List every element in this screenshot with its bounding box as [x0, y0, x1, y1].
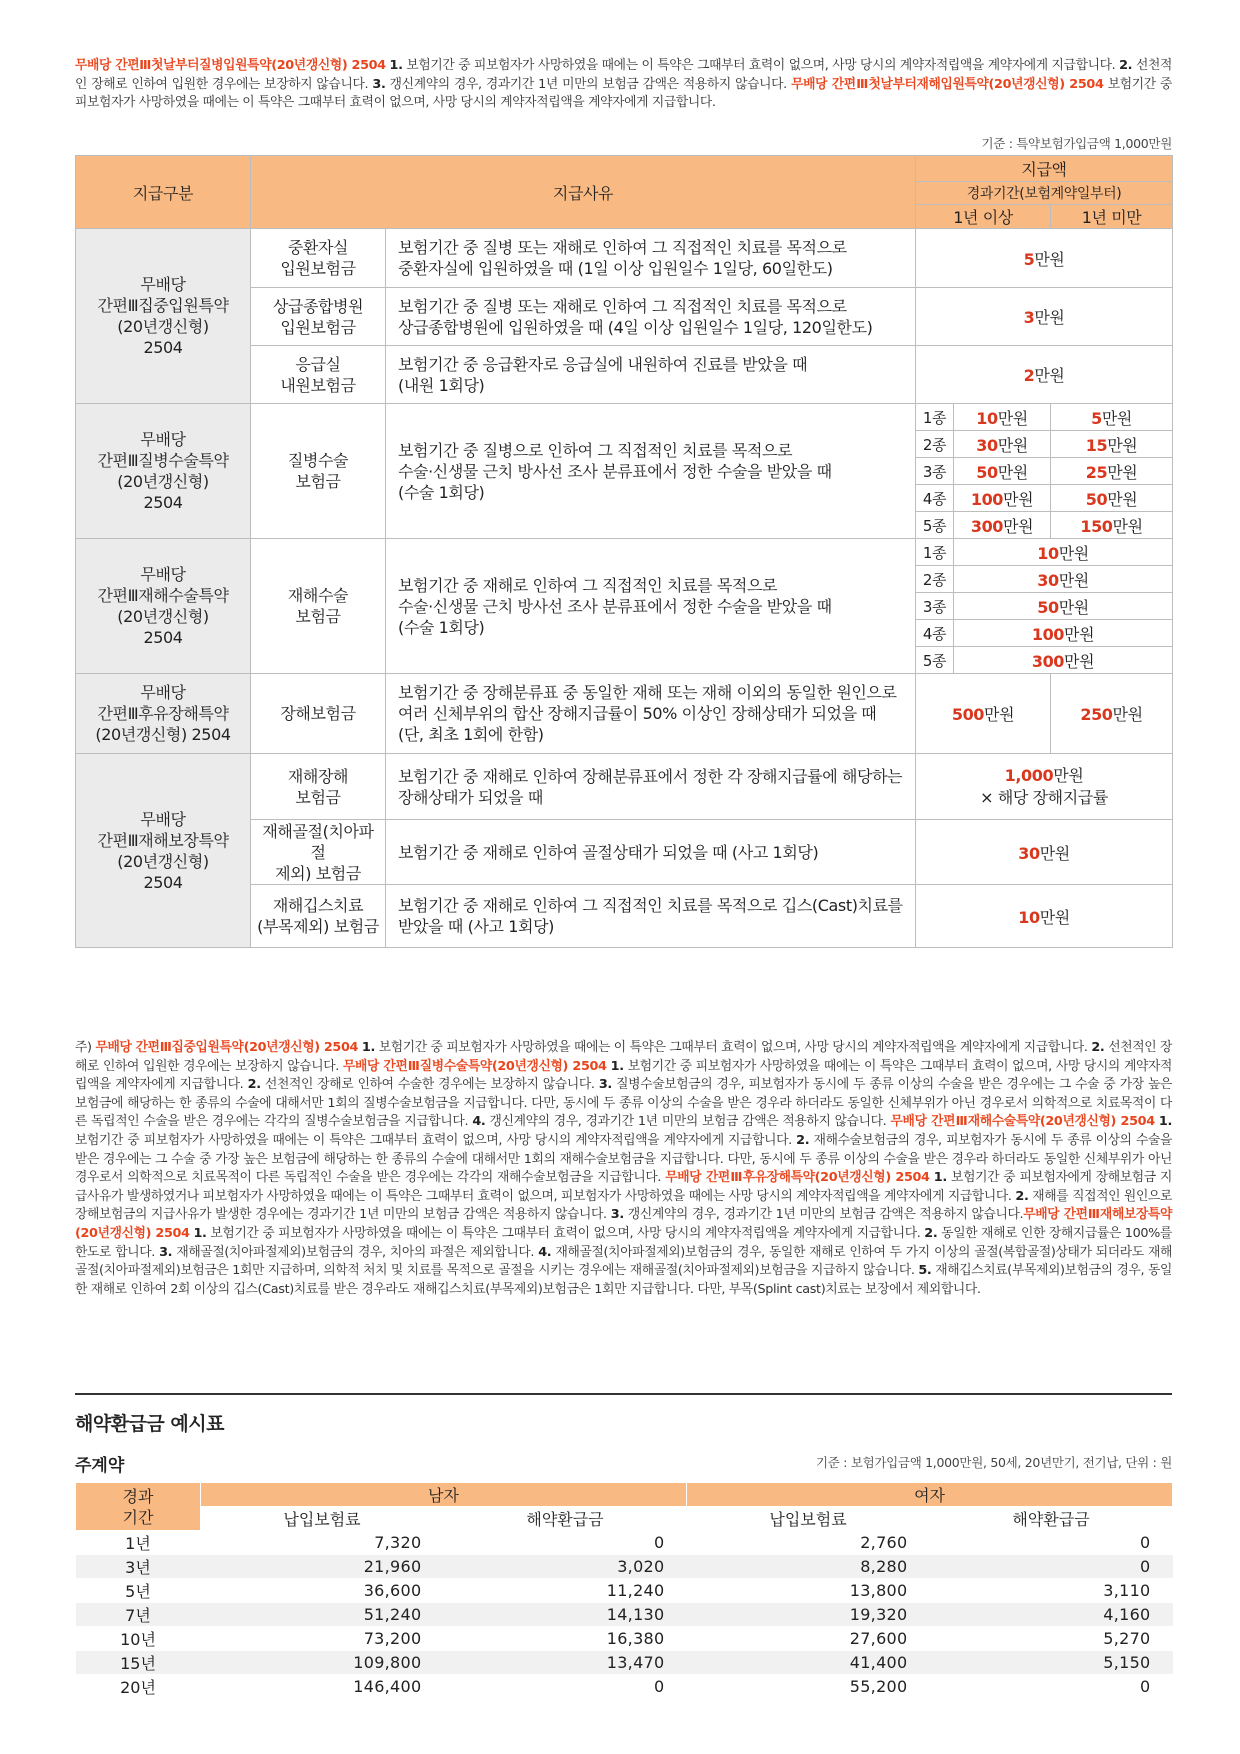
benefit-table — [75, 155, 1173, 948]
amount-under-1yr: 25만원 — [1051, 458, 1173, 485]
cell-female-refund: 3,110 — [930, 1579, 1173, 1603]
cell-female-paid: 27,600 — [687, 1627, 930, 1651]
group-accident-surgery: 무배당 간편Ⅲ재해수술특약 (20년갱신형) 2504 — [76, 539, 251, 674]
cell-male-paid: 7,320 — [201, 1531, 444, 1555]
header-female-paid: 납입보험료 — [687, 1507, 930, 1531]
cell-female-paid: 13,800 — [687, 1579, 930, 1603]
reason-disease-surgery: 보험기간 중 질병으로 인하여 그 직접적인 치료를 목적으로 수술·신생물 근치 방사선 조사 분류표에서 정한 수술을 받았을 때 (수술 1회당) — [386, 404, 916, 539]
main-contract-subtitle: 주계약 — [75, 1456, 125, 1476]
grade-label: 2종 — [916, 566, 954, 593]
amount-tertiary-hospital: 3만원 — [916, 288, 1173, 346]
amount-accident-disability: 1,000만원 × 해당 장해지급률 — [916, 754, 1173, 820]
sub-accident-surgery-benefit: 재해수술 보험금 — [251, 539, 386, 674]
cell-male-paid: 73,200 — [201, 1627, 444, 1651]
amount-grade: 300만원 — [954, 647, 1173, 674]
amount-over-1yr: 10만원 — [954, 404, 1051, 431]
sub-disability-benefit: 장해보험금 — [251, 674, 386, 754]
table-row — [76, 1603, 1173, 1627]
cell-male-refund: 0 — [444, 1531, 687, 1555]
reason-accident-disability: 보험기간 중 재해로 인하여 장해분류표에서 정한 각 장해지급률에 해당하는 장해상태가 되었을 때 — [386, 754, 916, 820]
grade-label: 4종 — [916, 620, 954, 647]
grade-label: 5종 — [916, 512, 954, 539]
header-period: 경과 기간 — [76, 1483, 201, 1531]
cell-male-refund: 11,240 — [444, 1579, 687, 1603]
benefit-standard-text: 기준 : 특약보험가입금액 1,000만원 — [981, 136, 1172, 151]
header-male-paid: 납입보험료 — [201, 1507, 444, 1531]
table-row — [76, 1675, 1173, 1699]
cell-male-refund: 13,470 — [444, 1651, 687, 1675]
group-intensive-hospitalization: 무배당 간편Ⅲ집중입원특약 (20년갱신형) 2504 — [76, 229, 251, 404]
section-divider — [75, 1393, 1172, 1395]
sub-disease-surgery-benefit: 질병수술 보험금 — [251, 404, 386, 539]
grade-label: 3종 — [916, 593, 954, 620]
header-over-1yr: 1년 이상 — [916, 205, 1051, 229]
cell-female-paid: 55,200 — [687, 1675, 930, 1699]
cell-period: 10년 — [76, 1627, 201, 1651]
amount-grade: 10만원 — [954, 539, 1173, 566]
cell-male-paid: 146,400 — [201, 1675, 444, 1699]
cell-male-refund: 16,380 — [444, 1627, 687, 1651]
amount-emergency: 2만원 — [916, 346, 1173, 404]
cell-female-paid: 41,400 — [687, 1651, 930, 1675]
header-female-refund: 해약환급금 — [930, 1507, 1173, 1531]
group-accident-coverage: 무배당 간편Ⅲ재해보장특약 (20년갱신형) 2504 — [76, 754, 251, 948]
header-period: 경과기간(보험계약일부터) — [916, 182, 1173, 205]
amount-under-1yr: 250만원 — [1051, 674, 1173, 754]
cell-male-paid: 51,240 — [201, 1603, 444, 1627]
grade-label: 1종 — [916, 404, 954, 431]
cell-female-refund: 0 — [930, 1555, 1173, 1579]
cell-male-refund: 0 — [444, 1675, 687, 1699]
grade-label: 3종 — [916, 458, 954, 485]
header-under-1yr: 1년 미만 — [1051, 205, 1173, 229]
amount-fracture: 30만원 — [916, 820, 1173, 885]
cell-period: 5년 — [76, 1579, 201, 1603]
table-row — [76, 1627, 1173, 1651]
table-row — [76, 1531, 1173, 1555]
table-row — [76, 1555, 1173, 1579]
cell-male-paid: 36,600 — [201, 1579, 444, 1603]
reason-accident-surgery: 보험기간 중 재해로 인하여 그 직접적인 치료를 목적으로 수술·신생물 근치 방사선 조사 분류표에서 정한 수술을 받았을 때 (수술 1회당) — [386, 539, 916, 674]
cell-female-refund: 5,150 — [930, 1651, 1173, 1675]
amount-over-1yr: 300만원 — [954, 512, 1051, 539]
cell-period: 1년 — [76, 1531, 201, 1555]
amount-grade: 100만원 — [954, 620, 1173, 647]
amount-grade: 50만원 — [954, 593, 1173, 620]
sub-emergency-benefit: 응급실 내원보험금 — [251, 346, 386, 404]
grade-label: 5종 — [916, 647, 954, 674]
table-row — [76, 1579, 1173, 1603]
bottom-footnote: 주) 무배당 간편Ⅲ집중입원특약(20년갱신형) 2504 1. 보험기간 중 피보험자가 사망하였을 때에는 이 특약은 그때부터 효력이 없으며, 사망 당시의 계약자적립액을 계약자에게 지급합니다. 2. 선천적인 장해로 인하여 입원한 경우에는 보장하지 않습니다. 무배당 간편Ⅲ질병수술특약(20년갱신형) 2504 1. 보험기간 중 피보험자가 사망하였을 때에는 이 특약은 그때부터 효력이 없으며, 사망 당시의 계약자적립액을 계약자에게 지급합니다. 2. 선천적인 장해로 인하여 수술한 경우에는 보장하지 않습니다. 3. 질병수술보험금의 경우, 피보험자가 동시에 두 종류 이상의 수술을 받은 경우에는 그 수술 중 가장 높은 보험금에 해당하는 한 종류의 수술에 대해서만 1회의 질병수술보험금을 지급합니다. 다만, 동시에 두 종류 이상의 수술을 받은 경우라 하더라도 동일한 신체부위가 아닌 경우로서 의학적으로 치료목적이 다른 독립적인 수술을 받은 경우에는 각각의 질병수술보험금을 지급합니다. 4. 갱신계약의 경우, 경과기간 1년 미만의 보험금 감액은 적용하지 않습니다. 무배당 간편Ⅲ재해수술특약(20년갱신형) 2504 1. 보험기간 중 피보험자가 사망하였을 때에는 이 특약은 그때부터 효력이 없으며, 사망 당시의 계약자적립액을 계약자에게 지급합니다. 2. 재해수술보험금의 경우, 피보험자가 동시에 두 종류 이상의 수술을 받은 경우에는 그 수술 중 가장 높은 보험금에 해당하는 한 종류의 수술에 대해서만 1회의 재해수술보험금을 지급합니다. 다만, 동시에 두 종류 이상의 수술을 받은 경우라 하더라도 동일한 신체부위가 아닌 경우로서 의학적으로 치료목적이 다른 독립적인 수술을 받은 경우에는 각각의 재해수술보험금을 지급합니다. 무배당 간편Ⅲ후유장해특약(20년갱신형) 2504 1. 보험기간 중 피보험자에게 장해보험금 지급사유가 발생하였거나 피보험자가 사망하였을 때에는 이 특약은 그때부터 효력이 없으며, 피보험자가 사망하였을 때에는 사망 당시의 계약자적립액을 계약자에게 지급합니다. 2. 재해를 직접적인 원인으로 장해보험금의 지급사유가 발생한 경우에는 경과기간 1년 미만의 보험금 감액은 적용하지 않습니다. 3. 갱신계약의 경우, 경과기간 1년 미만의 보험금 감액은 적용하지 않습니다.무배당 간편Ⅲ재해보장특약(20년갱신형) 2504 1. 보험기간 중 피보험자가 사망하였을 때에는 이 특약은 그때부터 효력이 없으며, 사망 당시의 계약자적립액을 계약자에게 지급합니다. 2. 동일한 재해로 인한 장해지급률은 100%를 한도로 합니다. 3. 재해골절(치아파절제외)보험금의 경우, 치아의 파절은 제외합니다. 4. 재해골절(치아파절제외)보험금의 경우, 동일한 재해로 인하여 두 가지 이상의 골절(복합골절)상태가 되더라도 재해골절(치아파절제외)보험금은 1회만 지급하며, 의학적 처치 및 치료를 목적으로 골절을 시키는 경우에는 재해골절(치아파절제외)보험금을 지급하지 않습니다. 5. 재해깁스치료(부목제외)보험금의 경우, 동일한 재해로 인하여 2회 이상의 깁스(Cast)치료를 받은 경우라도 재해깁스치료(부목제외)보험금은 1회만 지급합니다. 다만, 부목(Splint cast)치료는 보장에서 제외합니다. — [75, 1040, 1173, 1297]
amount-under-1yr: 50만원 — [1051, 485, 1173, 512]
header-male-refund: 해약환급금 — [444, 1507, 687, 1531]
surrender-table — [75, 1482, 1173, 1699]
sub-icu-benefit: 중환자실 입원보험금 — [251, 229, 386, 288]
amount-icu: 5만원 — [916, 229, 1173, 288]
cell-male-refund: 14,130 — [444, 1603, 687, 1627]
sub-tertiary-hospital-benefit: 상급종합병원 입원보험금 — [251, 288, 386, 346]
header-category: 지급구분 — [76, 156, 251, 229]
cell-male-paid: 109,800 — [201, 1651, 444, 1675]
amount-grade: 30만원 — [954, 566, 1173, 593]
group-disease-surgery: 무배당 간편Ⅲ질병수술특약 (20년갱신형) 2504 — [76, 404, 251, 539]
cell-period: 15년 — [76, 1651, 201, 1675]
cell-female-refund: 5,270 — [930, 1627, 1173, 1651]
cell-period: 7년 — [76, 1603, 201, 1627]
reason-tertiary-hospital: 보험기간 중 질병 또는 재해로 인하여 그 직접적인 치료를 목적으로 상급종합병원에 입원하였을 때 (4일 이상 입원일수 1일당, 120일한도) — [386, 288, 916, 346]
amount-under-1yr: 5만원 — [1051, 404, 1173, 431]
cell-female-paid: 2,760 — [687, 1531, 930, 1555]
cell-female-paid: 19,320 — [687, 1603, 930, 1627]
surrender-standard-text: 기준 : 보험가입금액 1,000만원, 50세, 20년만기, 전기납, 단위 : 원 — [816, 1455, 1172, 1470]
reason-emergency: 보험기간 중 응급환자로 응급실에 내원하여 진료를 받았을 때 (내원 1회당) — [386, 346, 916, 404]
cell-female-refund: 4,160 — [930, 1603, 1173, 1627]
sub-fracture-benefit: 재해골절(치아파절 제외) 보험금 — [251, 820, 386, 885]
header-reason: 지급사유 — [251, 156, 916, 229]
cell-period: 3년 — [76, 1555, 201, 1579]
top-footnote: 무배당 간편Ⅲ첫날부터질병입원특약(20년갱신형) 2504 1. 보험기간 중 피보험자가 사망하였을 때에는 이 특약은 그때부터 효력이 없으며, 사망 당시의 계약자적립액을 계약자에게 지급합니다. 2. 선천적인 장해로 인하여 입원한 경우에는 보장하지 않습니다. 3. 갱신계약의 경우, 경과기간 1년 미만의 보험금 감액은 적용하지 않습니다. 무배당 간편Ⅲ첫날부터재해입원특약(20년갱신형) 2504 보험기간 중 피보험자가 사망하였을 때에는 이 특약은 그때부터 효력이 없으며, 사망 당시의 계약자적립액을 계약자에게 지급합니다. — [75, 58, 1172, 111]
grade-label: 1종 — [916, 539, 954, 566]
amount-under-1yr: 150만원 — [1051, 512, 1173, 539]
grade-label: 4종 — [916, 485, 954, 512]
cell-female-refund: 0 — [930, 1675, 1173, 1699]
group-disability: 무배당 간편Ⅲ후유장해특약 (20년갱신형) 2504 — [76, 674, 251, 754]
cell-period: 20년 — [76, 1675, 201, 1699]
amount-over-1yr: 50만원 — [954, 458, 1051, 485]
header-female: 여자 — [687, 1483, 1173, 1507]
cell-female-paid: 8,280 — [687, 1555, 930, 1579]
reason-icu: 보험기간 중 질병 또는 재해로 인하여 그 직접적인 치료를 목적으로 중환자실에 입원하였을 때 (1일 이상 입원일수 1일당, 60일한도) — [386, 229, 916, 288]
header-amount: 지급액 — [916, 156, 1173, 182]
cell-female-refund: 0 — [930, 1531, 1173, 1555]
amount-over-1yr: 500만원 — [916, 674, 1051, 754]
reason-disability: 보험기간 중 장해분류표 중 동일한 재해 또는 재해 이외의 동일한 원인으로 여러 신체부위의 합산 장해지급률이 50% 이상인 장해상태가 되었을 때 (단, 최초 1회에 한함) — [386, 674, 916, 754]
amount-under-1yr: 15만원 — [1051, 431, 1173, 458]
amount-over-1yr: 30만원 — [954, 431, 1051, 458]
cell-male-paid: 21,960 — [201, 1555, 444, 1579]
header-male: 남자 — [201, 1483, 687, 1507]
grade-label: 2종 — [916, 431, 954, 458]
sub-cast-benefit: 재해깁스치료 (부목제외) 보험금 — [251, 885, 386, 948]
table-row — [76, 1651, 1173, 1675]
reason-fracture: 보험기간 중 재해로 인하여 골절상태가 되었을 때 (사고 1회당) — [386, 820, 916, 885]
amount-over-1yr: 100만원 — [954, 485, 1051, 512]
sub-accident-disability-benefit: 재해장해 보험금 — [251, 754, 386, 820]
surrender-section-title: 해약환급금 예시표 — [75, 1413, 224, 1435]
cell-male-refund: 3,020 — [444, 1555, 687, 1579]
amount-cast: 10만원 — [916, 885, 1173, 948]
reason-cast: 보험기간 중 재해로 인하여 그 직접적인 치료를 목적으로 깁스(Cast)치료를 받았을 때 (사고 1회당) — [386, 885, 916, 948]
